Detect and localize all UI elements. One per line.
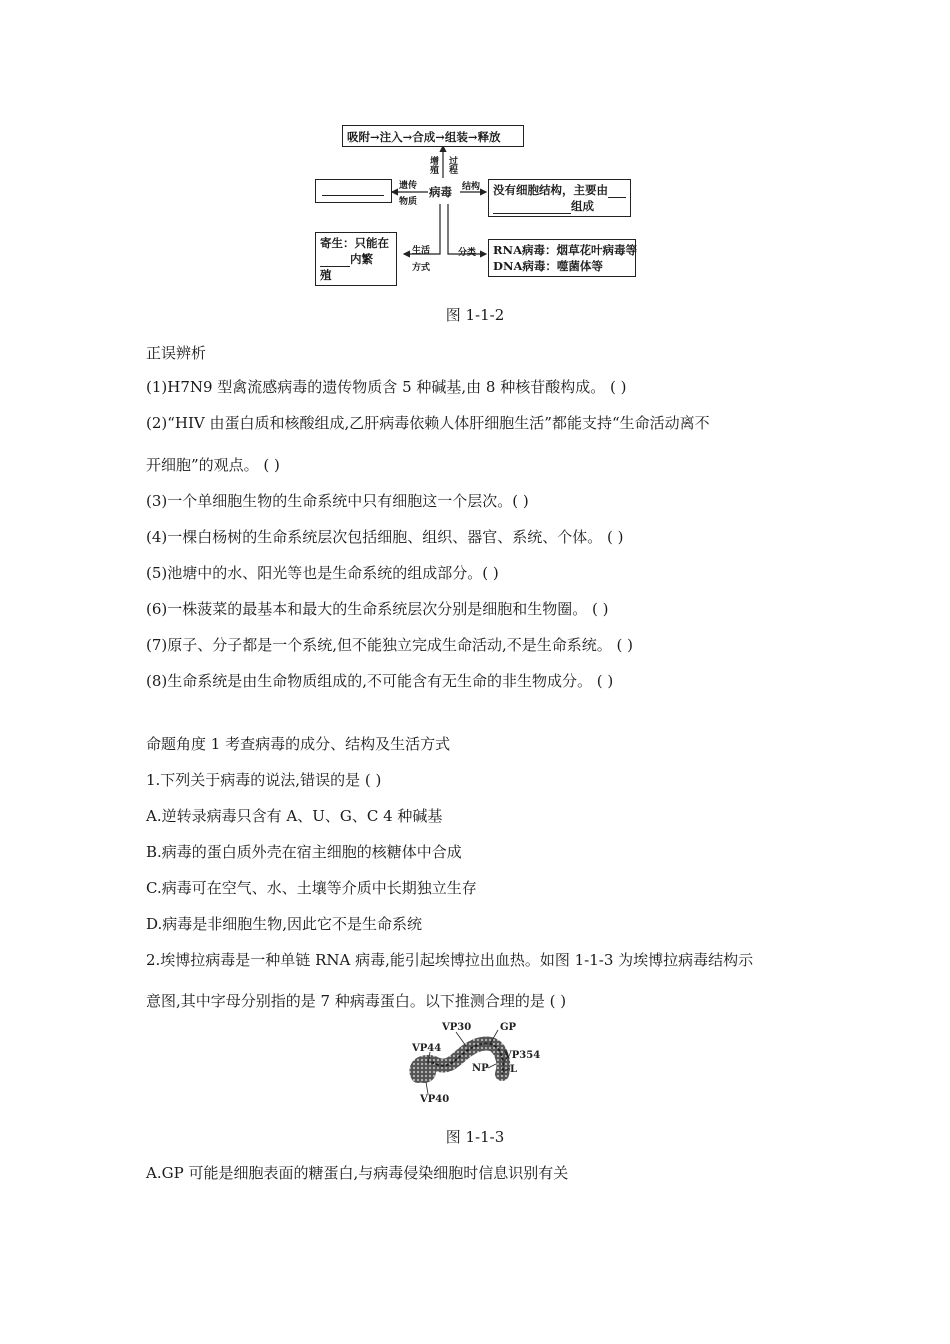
edge-label-yichuan: 遗传 — [399, 181, 418, 191]
edge-label-jiegou: 结构 — [462, 182, 481, 192]
process-step: 吸附 — [347, 130, 370, 144]
label-vp44: VP44 — [412, 1043, 442, 1054]
answer-blank — [493, 200, 571, 214]
label-vp40: VP40 — [420, 1094, 450, 1105]
question-1-stem: 1.下列关于病毒的说法,错误的是 ( ) — [146, 771, 382, 789]
judgement-item: (5)池塘中的水、阳光等也是生命系统的组成部分。( ) — [146, 564, 499, 582]
arrow-right-icon: → — [370, 130, 380, 144]
genetic-material-box — [315, 179, 392, 203]
arrow-right-icon: → — [402, 130, 413, 144]
answer-blank — [322, 180, 384, 196]
question-1-option-d: D.病毒是非细胞生物,因此它不是生命系统 — [146, 915, 423, 933]
judgement-item-continued: 开细胞”的观点。 ( ) — [146, 456, 280, 474]
judgement-item: (4)一棵白杨树的生命系统层次包括细胞、组织、器官、系统、个体。 ( ) — [146, 528, 624, 546]
label-l: L — [510, 1064, 518, 1075]
process-step: 组装 — [444, 130, 468, 144]
question-1-option-b: B.病毒的蛋白质外壳在宿主细胞的核糖体中合成 — [146, 843, 462, 861]
question-1-option-c: C.病毒可在空气、水、土壤等介质中长期独立生存 — [146, 879, 477, 897]
class-rna: RNA病毒：烟草花叶病毒等 — [493, 243, 637, 257]
life-text: 寄生：只能在 — [320, 236, 389, 250]
question-2-stem-continued: 意图,其中字母分别指的是 7 种病毒蛋白。以下推测合理的是 ( ) — [146, 992, 567, 1010]
edge-label-fangshi: 方式 — [412, 263, 431, 273]
label-vp30: VP30 — [442, 1022, 472, 1033]
classification-box — [488, 239, 636, 277]
arrow-right-icon: → — [467, 130, 478, 144]
center-node-virus: 病毒 — [429, 185, 452, 199]
life-style-box — [315, 232, 397, 286]
judgement-item: (2)“HIV 由蛋白质和核酸组成,乙肝病毒依赖人体肝细胞生活”都能支持“生命活动离不 — [146, 414, 710, 432]
angle-title: 命题角度 1 考查病毒的成分、结构及生活方式 — [146, 735, 451, 753]
label-np: NP — [472, 1063, 489, 1074]
edge-label-zengzhi: 增殖 — [428, 156, 438, 174]
process-step: 注入 — [379, 130, 403, 144]
class-dna: DNA病毒：噬菌体等 — [493, 259, 603, 273]
arrow-right-icon: → — [435, 130, 445, 144]
ebola-virus-figure — [400, 1018, 540, 1106]
judgement-item: (6)一株菠菜的最基本和最大的生命系统层次分别是细胞和生物圈。 ( ) — [146, 600, 609, 618]
label-gp: GP — [500, 1022, 517, 1033]
question-2-stem: 2.埃博拉病毒是一种单链 RNA 病毒,能引起埃博拉出血热。如图 1-1-3 为埃博拉病毒结构示 — [146, 951, 754, 969]
edge-label-wuzhi: 物质 — [399, 197, 418, 207]
judgement-item: (3)一个单细胞生物的生命系统中只有细胞这一个层次。( ) — [146, 492, 529, 510]
question-1-option-a: A.逆转录病毒只含有 A、U、G、C 4 种碱基 — [146, 807, 443, 825]
judgement-item: (1)H7N9 型禽流感病毒的遗传物质含 5 种碱基,由 8 种核苷酸构成。 ( ) — [146, 378, 627, 396]
edge-label-guocheng: 过程 — [447, 156, 457, 174]
virus-concept-diagram — [300, 118, 650, 293]
answer-blank — [320, 253, 350, 267]
figure-caption: 图 1-1-2 — [445, 306, 505, 324]
structure-text-2: 组成 — [571, 199, 594, 213]
edge-label-shenghuo: 生活 — [412, 246, 431, 256]
answer-blank — [608, 184, 626, 198]
process-step: 合成 — [412, 130, 436, 144]
judgement-item: (7)原子、分子都是一个系统,但不能独立完成生命活动,不是生命系统。 ( ) — [146, 636, 634, 654]
edge-label-fenlei: 分类 — [458, 248, 477, 258]
life-text-2: 内繁 — [350, 252, 373, 266]
label-vp354: VP354 — [504, 1050, 540, 1061]
judgement-item: (8)生命系统是由生命物质组成的,不可能含有无生命的非生物成分。 ( ) — [146, 672, 614, 690]
question-2-option-a: A.GP 可能是细胞表面的糖蛋白,与病毒侵染细胞时信息识别有关 — [146, 1164, 569, 1182]
structure-text: 没有细胞结构，主要由 — [493, 183, 608, 197]
process-box — [342, 125, 524, 147]
process-step: 释放 — [477, 130, 501, 144]
life-text-3: 殖 — [320, 268, 332, 282]
section-title: 正误辨析 — [146, 344, 207, 362]
structure-box — [488, 179, 631, 217]
figure-caption: 图 1-1-3 — [445, 1128, 505, 1146]
